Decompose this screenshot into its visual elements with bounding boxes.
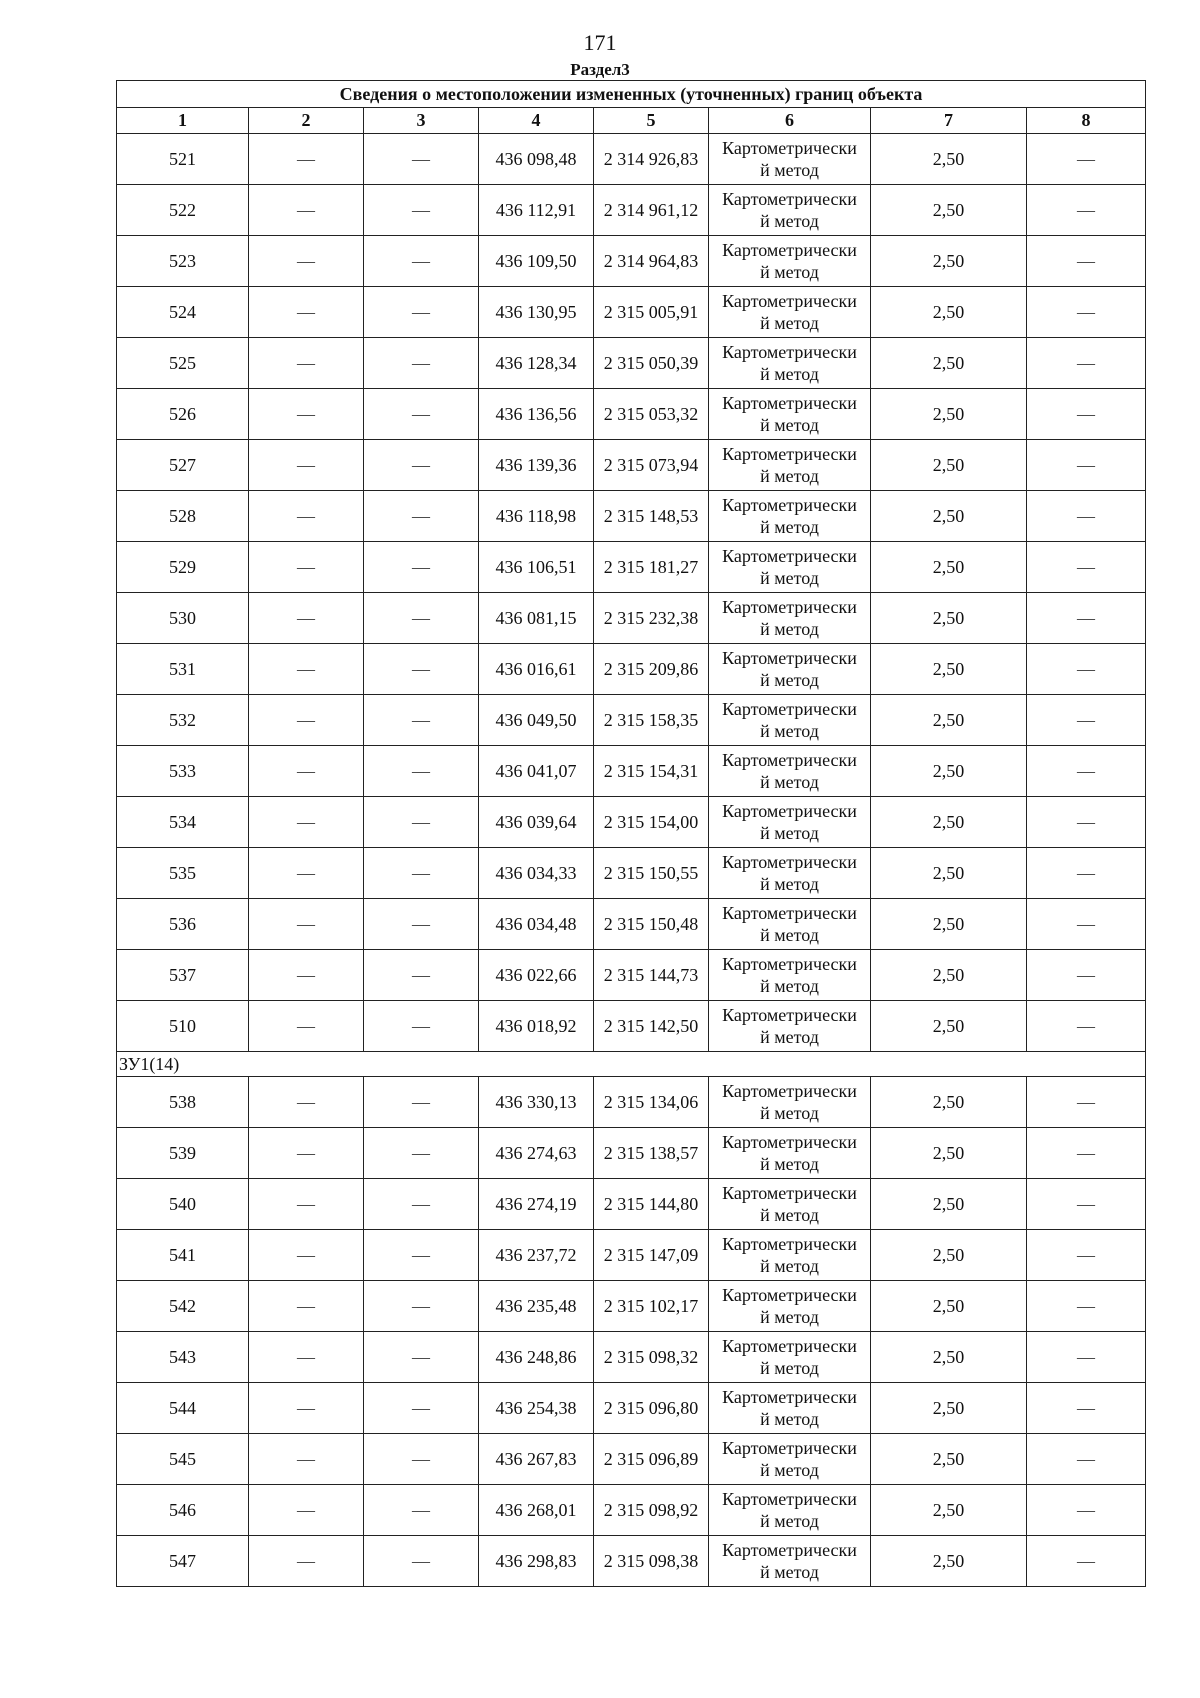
dash-cell: — xyxy=(364,134,479,185)
table-row xyxy=(117,593,1146,644)
point-number-cell: 535 xyxy=(117,848,249,899)
point-number-cell: 533 xyxy=(117,746,249,797)
dash-cell: — xyxy=(364,1179,479,1230)
point-number-cell: 522 xyxy=(117,185,249,236)
dash-cell: — xyxy=(364,950,479,1001)
table-row xyxy=(117,491,1146,542)
table-row xyxy=(117,1434,1146,1485)
y-coordinate-cell: 2 315 181,27 xyxy=(594,542,709,593)
dash-cell: — xyxy=(1027,1077,1146,1128)
accuracy-cell: 2,50 xyxy=(871,1281,1027,1332)
dash-cell: — xyxy=(1027,1179,1146,1230)
x-coordinate-cell: 436 136,56 xyxy=(479,389,594,440)
point-number-cell: 541 xyxy=(117,1230,249,1281)
x-coordinate-cell: 436 235,48 xyxy=(479,1281,594,1332)
y-coordinate-cell: 2 315 096,89 xyxy=(594,1434,709,1485)
x-coordinate-cell: 436 330,13 xyxy=(479,1077,594,1128)
dash-cell: — xyxy=(249,1485,364,1536)
group-label-row xyxy=(117,1052,1146,1077)
y-coordinate-cell: 2 315 158,35 xyxy=(594,695,709,746)
accuracy-cell: 2,50 xyxy=(871,1383,1027,1434)
y-coordinate-cell: 2 314 961,12 xyxy=(594,185,709,236)
table-row xyxy=(117,848,1146,899)
dash-cell: — xyxy=(1027,1485,1146,1536)
y-coordinate-cell: 2 315 148,53 xyxy=(594,491,709,542)
method-cell: Картометрически й метод xyxy=(709,491,871,542)
dash-cell: — xyxy=(1027,1128,1146,1179)
y-coordinate-cell: 2 314 964,83 xyxy=(594,236,709,287)
table-row xyxy=(117,950,1146,1001)
dash-cell: — xyxy=(249,1230,364,1281)
point-number-cell: 543 xyxy=(117,1332,249,1383)
accuracy-cell: 2,50 xyxy=(871,1485,1027,1536)
accuracy-cell: 2,50 xyxy=(871,542,1027,593)
table-row xyxy=(117,695,1146,746)
table-row xyxy=(117,440,1146,491)
group-b-rows xyxy=(117,1077,1146,1587)
method-cell: Картометрически й метод xyxy=(709,338,871,389)
method-cell: Картометрически й метод xyxy=(709,695,871,746)
accuracy-cell: 2,50 xyxy=(871,236,1027,287)
accuracy-cell: 2,50 xyxy=(871,1077,1027,1128)
dash-cell: — xyxy=(1027,950,1146,1001)
y-coordinate-cell: 2 315 154,31 xyxy=(594,746,709,797)
section-label: Раздел3 xyxy=(570,60,630,79)
x-coordinate-cell: 436 128,34 xyxy=(479,338,594,389)
point-number-cell: 524 xyxy=(117,287,249,338)
dash-cell: — xyxy=(249,848,364,899)
x-coordinate-cell: 436 268,01 xyxy=(479,1485,594,1536)
dash-cell: — xyxy=(1027,695,1146,746)
dash-cell: — xyxy=(1027,542,1146,593)
dash-cell: — xyxy=(249,797,364,848)
dash-cell: — xyxy=(1027,389,1146,440)
x-coordinate-cell: 436 274,19 xyxy=(479,1179,594,1230)
method-cell: Картометрически й метод xyxy=(709,746,871,797)
boundary-table xyxy=(116,80,1146,1587)
point-number-cell: 525 xyxy=(117,338,249,389)
dash-cell: — xyxy=(249,440,364,491)
method-cell: Картометрически й метод xyxy=(709,1179,871,1230)
y-coordinate-cell: 2 315 096,80 xyxy=(594,1383,709,1434)
dash-cell: — xyxy=(1027,797,1146,848)
y-coordinate-cell: 2 315 144,73 xyxy=(594,950,709,1001)
dash-cell: — xyxy=(1027,1001,1146,1052)
dash-cell: — xyxy=(364,236,479,287)
dash-cell: — xyxy=(249,1077,364,1128)
accuracy-cell: 2,50 xyxy=(871,644,1027,695)
table-row xyxy=(117,1383,1146,1434)
column-header: 6 xyxy=(709,108,871,134)
dash-cell: — xyxy=(364,389,479,440)
dash-cell: — xyxy=(249,1128,364,1179)
accuracy-cell: 2,50 xyxy=(871,1230,1027,1281)
page-number: 171 xyxy=(583,30,617,55)
point-number-cell: 532 xyxy=(117,695,249,746)
method-cell: Картометрически й метод xyxy=(709,797,871,848)
dash-cell: — xyxy=(364,1001,479,1052)
column-header-row xyxy=(117,108,1146,134)
y-coordinate-cell: 2 315 142,50 xyxy=(594,1001,709,1052)
dash-cell: — xyxy=(1027,1230,1146,1281)
accuracy-cell: 2,50 xyxy=(871,797,1027,848)
y-coordinate-cell: 2 315 098,92 xyxy=(594,1485,709,1536)
group-label: ЗУ1(14) xyxy=(117,1052,1146,1077)
x-coordinate-cell: 436 248,86 xyxy=(479,1332,594,1383)
dash-cell: — xyxy=(249,185,364,236)
point-number-cell: 534 xyxy=(117,797,249,848)
dash-cell: — xyxy=(364,1077,479,1128)
table-row xyxy=(117,1179,1146,1230)
x-coordinate-cell: 436 267,83 xyxy=(479,1434,594,1485)
method-cell: Картометрически й метод xyxy=(709,1332,871,1383)
y-coordinate-cell: 2 315 138,57 xyxy=(594,1128,709,1179)
x-coordinate-cell: 436 106,51 xyxy=(479,542,594,593)
x-coordinate-cell: 436 098,48 xyxy=(479,134,594,185)
dash-cell: — xyxy=(364,287,479,338)
dash-cell: — xyxy=(249,695,364,746)
dash-cell: — xyxy=(364,848,479,899)
method-cell: Картометрически й метод xyxy=(709,440,871,491)
x-coordinate-cell: 436 018,92 xyxy=(479,1001,594,1052)
dash-cell: — xyxy=(249,542,364,593)
y-coordinate-cell: 2 315 147,09 xyxy=(594,1230,709,1281)
dash-cell: — xyxy=(364,695,479,746)
y-coordinate-cell: 2 315 232,38 xyxy=(594,593,709,644)
dash-cell: — xyxy=(364,1128,479,1179)
accuracy-cell: 2,50 xyxy=(871,287,1027,338)
dash-cell: — xyxy=(1027,1383,1146,1434)
accuracy-cell: 2,50 xyxy=(871,389,1027,440)
y-coordinate-cell: 2 315 073,94 xyxy=(594,440,709,491)
table-row xyxy=(117,1128,1146,1179)
point-number-cell: 547 xyxy=(117,1536,249,1587)
point-number-cell: 540 xyxy=(117,1179,249,1230)
dash-cell: — xyxy=(249,1434,364,1485)
table-row xyxy=(117,542,1146,593)
dash-cell: — xyxy=(364,1536,479,1587)
accuracy-cell: 2,50 xyxy=(871,593,1027,644)
point-number-cell: 542 xyxy=(117,1281,249,1332)
y-coordinate-cell: 2 315 134,06 xyxy=(594,1077,709,1128)
accuracy-cell: 2,50 xyxy=(871,1332,1027,1383)
table-row xyxy=(117,899,1146,950)
point-number-cell: 510 xyxy=(117,1001,249,1052)
method-cell: Картометрически й метод xyxy=(709,1536,871,1587)
table-title-row xyxy=(117,81,1146,108)
point-number-cell: 527 xyxy=(117,440,249,491)
table-title: Сведения о местоположении измененных (уточненных) границ объекта xyxy=(117,81,1146,108)
method-cell: Картометрически й метод xyxy=(709,899,871,950)
table-row xyxy=(117,644,1146,695)
dash-cell: — xyxy=(1027,236,1146,287)
x-coordinate-cell: 436 109,50 xyxy=(479,236,594,287)
dash-cell: — xyxy=(364,797,479,848)
point-number-cell: 521 xyxy=(117,134,249,185)
method-cell: Картометрически й метод xyxy=(709,185,871,236)
table-row xyxy=(117,185,1146,236)
dash-cell: — xyxy=(249,899,364,950)
accuracy-cell: 2,50 xyxy=(871,1434,1027,1485)
column-header: 7 xyxy=(871,108,1027,134)
dash-cell: — xyxy=(1027,848,1146,899)
dash-cell: — xyxy=(1027,338,1146,389)
dash-cell: — xyxy=(364,542,479,593)
column-header: 1 xyxy=(117,108,249,134)
point-number-cell: 530 xyxy=(117,593,249,644)
column-header: 2 xyxy=(249,108,364,134)
dash-cell: — xyxy=(364,1383,479,1434)
y-coordinate-cell: 2 315 053,32 xyxy=(594,389,709,440)
table-row xyxy=(117,1230,1146,1281)
dash-cell: — xyxy=(1027,644,1146,695)
method-cell: Картометрически й метод xyxy=(709,848,871,899)
dash-cell: — xyxy=(364,899,479,950)
table-row xyxy=(117,797,1146,848)
table-row xyxy=(117,338,1146,389)
point-number-cell: 523 xyxy=(117,236,249,287)
dash-cell: — xyxy=(249,1536,364,1587)
point-number-cell: 537 xyxy=(117,950,249,1001)
dash-cell: — xyxy=(364,1485,479,1536)
x-coordinate-cell: 436 039,64 xyxy=(479,797,594,848)
x-coordinate-cell: 436 049,50 xyxy=(479,695,594,746)
point-number-cell: 546 xyxy=(117,1485,249,1536)
x-coordinate-cell: 436 034,33 xyxy=(479,848,594,899)
x-coordinate-cell: 436 081,15 xyxy=(479,593,594,644)
dash-cell: — xyxy=(249,950,364,1001)
table-row xyxy=(117,1001,1146,1052)
method-cell: Картометрически й метод xyxy=(709,593,871,644)
dash-cell: — xyxy=(364,440,479,491)
dash-cell: — xyxy=(249,134,364,185)
group-a-rows xyxy=(117,134,1146,1052)
column-header: 4 xyxy=(479,108,594,134)
accuracy-cell: 2,50 xyxy=(871,1001,1027,1052)
accuracy-cell: 2,50 xyxy=(871,899,1027,950)
dash-cell: — xyxy=(1027,746,1146,797)
dash-cell: — xyxy=(1027,899,1146,950)
accuracy-cell: 2,50 xyxy=(871,695,1027,746)
point-number-cell: 531 xyxy=(117,644,249,695)
table-row xyxy=(117,1332,1146,1383)
table-row xyxy=(117,236,1146,287)
accuracy-cell: 2,50 xyxy=(871,440,1027,491)
dash-cell: — xyxy=(1027,134,1146,185)
dash-cell: — xyxy=(1027,1281,1146,1332)
y-coordinate-cell: 2 315 098,38 xyxy=(594,1536,709,1587)
dash-cell: — xyxy=(249,1001,364,1052)
table-row xyxy=(117,746,1146,797)
column-header: 8 xyxy=(1027,108,1146,134)
dash-cell: — xyxy=(364,185,479,236)
y-coordinate-cell: 2 315 150,48 xyxy=(594,899,709,950)
table-row xyxy=(117,389,1146,440)
point-number-cell: 544 xyxy=(117,1383,249,1434)
method-cell: Картометрически й метод xyxy=(709,134,871,185)
x-coordinate-cell: 436 130,95 xyxy=(479,287,594,338)
x-coordinate-cell: 436 254,38 xyxy=(479,1383,594,1434)
method-cell: Картометрически й метод xyxy=(709,950,871,1001)
column-header: 3 xyxy=(364,108,479,134)
accuracy-cell: 2,50 xyxy=(871,1536,1027,1587)
y-coordinate-cell: 2 315 144,80 xyxy=(594,1179,709,1230)
table-row xyxy=(117,1077,1146,1128)
dash-cell: — xyxy=(1027,1536,1146,1587)
x-coordinate-cell: 436 274,63 xyxy=(479,1128,594,1179)
dash-cell: — xyxy=(364,1332,479,1383)
accuracy-cell: 2,50 xyxy=(871,491,1027,542)
dash-cell: — xyxy=(249,746,364,797)
dash-cell: — xyxy=(364,644,479,695)
accuracy-cell: 2,50 xyxy=(871,1128,1027,1179)
dash-cell: — xyxy=(1027,593,1146,644)
dash-cell: — xyxy=(249,1332,364,1383)
dash-cell: — xyxy=(364,338,479,389)
dash-cell: — xyxy=(1027,185,1146,236)
point-number-cell: 538 xyxy=(117,1077,249,1128)
y-coordinate-cell: 2 315 050,39 xyxy=(594,338,709,389)
dash-cell: — xyxy=(249,389,364,440)
point-number-cell: 526 xyxy=(117,389,249,440)
y-coordinate-cell: 2 315 209,86 xyxy=(594,644,709,695)
point-number-cell: 539 xyxy=(117,1128,249,1179)
dash-cell: — xyxy=(364,1281,479,1332)
table-row xyxy=(117,287,1146,338)
table-row xyxy=(117,1536,1146,1587)
dash-cell: — xyxy=(249,1179,364,1230)
accuracy-cell: 2,50 xyxy=(871,1179,1027,1230)
y-coordinate-cell: 2 314 926,83 xyxy=(594,134,709,185)
dash-cell: — xyxy=(364,1230,479,1281)
x-coordinate-cell: 436 112,91 xyxy=(479,185,594,236)
accuracy-cell: 2,50 xyxy=(871,950,1027,1001)
accuracy-cell: 2,50 xyxy=(871,134,1027,185)
method-cell: Картометрически й метод xyxy=(709,644,871,695)
method-cell: Картометрически й метод xyxy=(709,1077,871,1128)
method-cell: Картометрически й метод xyxy=(709,1383,871,1434)
x-coordinate-cell: 436 298,83 xyxy=(479,1536,594,1587)
dash-cell: — xyxy=(249,1281,364,1332)
method-cell: Картометрически й метод xyxy=(709,542,871,593)
dash-cell: — xyxy=(249,236,364,287)
accuracy-cell: 2,50 xyxy=(871,746,1027,797)
dash-cell: — xyxy=(249,593,364,644)
dash-cell: — xyxy=(1027,287,1146,338)
x-coordinate-cell: 436 022,66 xyxy=(479,950,594,1001)
method-cell: Картометрически й метод xyxy=(709,236,871,287)
dash-cell: — xyxy=(249,1383,364,1434)
method-cell: Картометрически й метод xyxy=(709,389,871,440)
point-number-cell: 528 xyxy=(117,491,249,542)
dash-cell: — xyxy=(249,644,364,695)
x-coordinate-cell: 436 118,98 xyxy=(479,491,594,542)
point-number-cell: 529 xyxy=(117,542,249,593)
method-cell: Картометрически й метод xyxy=(709,1281,871,1332)
dash-cell: — xyxy=(249,287,364,338)
x-coordinate-cell: 436 237,72 xyxy=(479,1230,594,1281)
table-row xyxy=(117,134,1146,185)
dash-cell: — xyxy=(1027,491,1146,542)
y-coordinate-cell: 2 315 150,55 xyxy=(594,848,709,899)
method-cell: Картометрически й метод xyxy=(709,1128,871,1179)
dash-cell: — xyxy=(364,491,479,542)
table-row xyxy=(117,1281,1146,1332)
group-label-section xyxy=(117,1052,1146,1077)
table-row xyxy=(117,1485,1146,1536)
x-coordinate-cell: 436 139,36 xyxy=(479,440,594,491)
dash-cell: — xyxy=(364,1434,479,1485)
dash-cell: — xyxy=(364,593,479,644)
point-number-cell: 545 xyxy=(117,1434,249,1485)
dash-cell: — xyxy=(249,338,364,389)
dash-cell: — xyxy=(1027,1332,1146,1383)
dash-cell: — xyxy=(1027,1434,1146,1485)
y-coordinate-cell: 2 315 098,32 xyxy=(594,1332,709,1383)
column-header: 5 xyxy=(594,108,709,134)
x-coordinate-cell: 436 016,61 xyxy=(479,644,594,695)
dash-cell: — xyxy=(249,491,364,542)
accuracy-cell: 2,50 xyxy=(871,185,1027,236)
y-coordinate-cell: 2 315 102,17 xyxy=(594,1281,709,1332)
point-number-cell: 536 xyxy=(117,899,249,950)
dash-cell: — xyxy=(364,746,479,797)
accuracy-cell: 2,50 xyxy=(871,848,1027,899)
dash-cell: — xyxy=(1027,440,1146,491)
method-cell: Картометрически й метод xyxy=(709,287,871,338)
method-cell: Картометрически й метод xyxy=(709,1230,871,1281)
x-coordinate-cell: 436 041,07 xyxy=(479,746,594,797)
method-cell: Картометрически й метод xyxy=(709,1001,871,1052)
y-coordinate-cell: 2 315 005,91 xyxy=(594,287,709,338)
y-coordinate-cell: 2 315 154,00 xyxy=(594,797,709,848)
accuracy-cell: 2,50 xyxy=(871,338,1027,389)
method-cell: Картометрически й метод xyxy=(709,1434,871,1485)
x-coordinate-cell: 436 034,48 xyxy=(479,899,594,950)
method-cell: Картометрически й метод xyxy=(709,1485,871,1536)
